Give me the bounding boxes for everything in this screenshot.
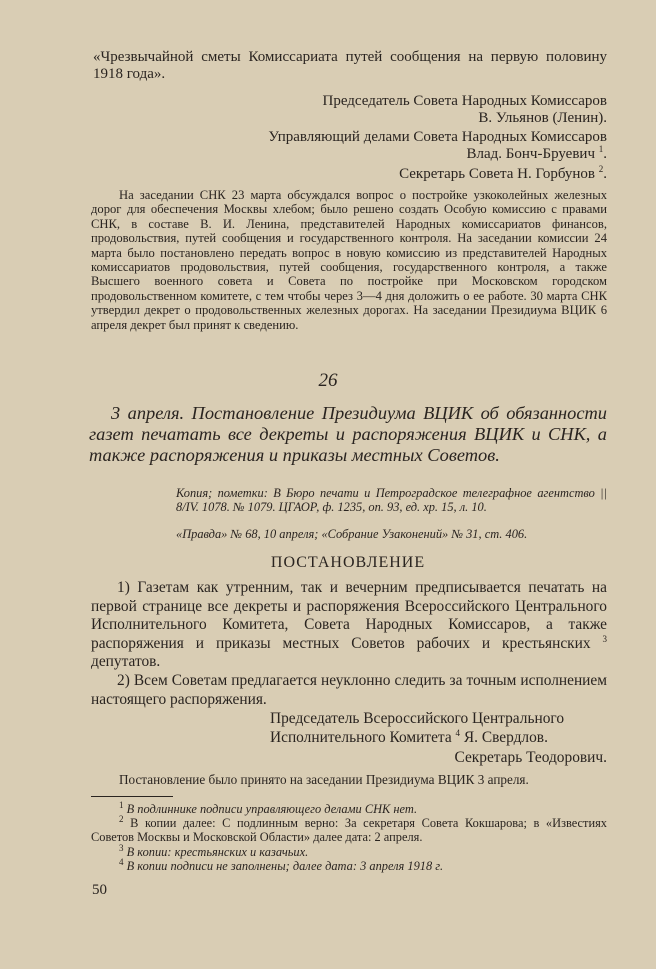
intro-text: «Чрезвычайной сметы Комиссариата путей сообщения на первую половину 1918 года». [93,49,607,82]
signatures-top [0,93,607,183]
intro-paragraph [93,49,607,83]
footnotes [91,799,607,873]
footnote-divider [91,796,173,797]
decree-paragraph-2: 2) Всем Советам предлагается неуклонно следить за точным исполнением настоящего распоряжения. [91,672,607,708]
source-note-publication: «Правда» № 68, 10 апреля; «Собрание Узаконений» № 31, ст. 406. [176,527,528,541]
signature-vtsik-chairman-title: Председатель Всероссийского Центрального [270,710,565,727]
signature-secretary: Секретарь Совета Н. Горбунов $^2$. [399,164,607,182]
page-number: 50 [92,882,107,898]
signature-chairman-name: В. Ульянов (Ленин). [478,110,607,126]
signature-vtsik-secretary: Секретарь Теодорович. [454,748,607,766]
footnote-1: $^1$ В подлиннике подписи управляющего делами СНК нет. [119,799,418,816]
document-number: 26 [318,370,338,391]
commentary-text: На заседании СНК 23 марта обсуждался вопрос о постройке узкоколейных железных дорог для обеспечения Москвы хлебом; было решено создать Особую комиссию с правами СНК, в составе В. И. Ленина, представителей Народных комиссариатов финансов, продовольствия, путей сообщения и государственного контроля. На заседании комиссии 24 марта было постановлено передать вопрос в новую комиссию из представителей Народных комиссариатов продовольствия, путей сообщения, государственного контроля, а также Высшего военного совета и Совета по постройке при Московском городском продовольственном комитете, с тем чтобы через 3—4 дня доложить о ее работе. 30 марта СНК утвердил декрет о продовольственных железных дорогах. На заседании Президиума ВЦИК 6 апреля декрет был принят к сведению. [91,188,607,332]
footnote-4: $^4$ В копии подписи не заполнены; далее дата: 3 апреля 1918 г. [119,856,444,873]
signature-vtsik-chairman-name: Исполнительного Комитета $^4$ Я. Свердлов. [270,728,548,747]
signature-chairman-title: Председатель Совета Народных Комиссаров [322,93,607,109]
closing-note: Постановление было принято на заседании Президиума ВЦИК 3 апреля. [119,772,529,787]
commentary-paragraph [91,188,607,332]
footnote-3: $^3$ В копии: крестьянских и казачьих. [119,842,309,859]
footnote-2: $^2$ В копии далее: С подлинным верно: За секретаря Совета Кокшарова; в «Известиях Советов Москвы и Московской Области» далее дата: 2 апреля. [91,814,607,845]
signature-manager-name: Влад. Бонч-Бруевич $^1$. [466,144,607,162]
signature-manager-title: Управляющий делами Совета Народных Комиссаров [268,129,607,145]
decree-paragraph-1: 1) Газетам как утренним, так и вечерним предписывается печатать на первой странице все декреты и распоряжения Всероссийского Центрального Исполнительного Комитета, Совета Народных Комиссаров, а также распоряжения и приказы местных Советов рабочих и крестьянских $^3$ депутатов. [91,579,607,671]
signatures-bottom [270,709,607,767]
document-title: 3 апреля. Постановление Президиума ВЦИК об обязанности газет печатать все декреты и распоряжения ВЦИК и СНК, а также распоряжения и приказы местных Советов. [89,403,607,465]
source-note-archive: Копия; пометки: В Бюро печати и Петроградское телеграфное агентство || 8/IV. 1078. № 1079. ЦГАОР, ф. 1235, оп. 93, ед. хр. 15, л. 10. [176,486,607,514]
decree-heading: ПОСТАНОВЛЕНИЕ [270,554,426,571]
